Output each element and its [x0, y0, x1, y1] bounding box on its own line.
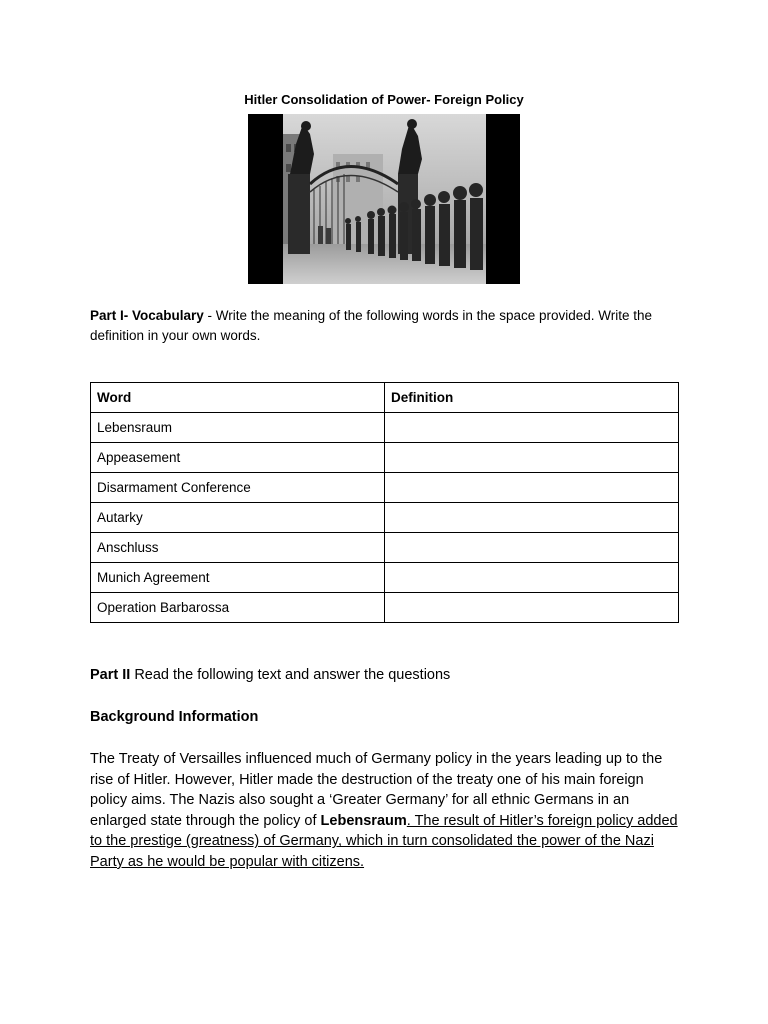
part2-instructions — [90, 667, 450, 683]
table-row — [91, 533, 679, 563]
word-cell: Operation Barbarossa — [91, 593, 385, 623]
part1-text: - Write the meaning of the following words in the space provided. Write the definition in your own words. — [90, 308, 653, 343]
definition-cell[interactable] — [385, 563, 679, 593]
table-row — [91, 413, 679, 443]
word-cell: Disarmament Conference — [91, 473, 385, 503]
definition-cell[interactable] — [385, 413, 679, 443]
part1-instructions — [90, 306, 680, 346]
table-row — [91, 593, 679, 623]
table-header-row — [91, 383, 679, 413]
vocabulary-table — [90, 382, 679, 623]
table-row — [91, 443, 679, 473]
background-text: The Treaty of Versailles influenced much of Germany policy in the years leading up to the rise of Hitler. However, Hitler made the destruction of the treaty one of his main foreign policy aims. The Nazis also sought a ‘Greater Germany’ for all ethnic Germans in an enlarged state through the policy of — [90, 751, 663, 829]
photo-soldiers-marching-gate-icon — [248, 114, 520, 284]
historical-photo — [248, 114, 520, 284]
word-cell: Autarky — [91, 503, 385, 533]
word-cell: Appeasement — [91, 443, 385, 473]
part2-text: Read the following text and answer the questions — [130, 667, 451, 683]
background-heading: Background Information — [90, 709, 259, 725]
definition-cell[interactable] — [385, 443, 679, 473]
word-cell: Anschluss — [91, 533, 385, 563]
header-word: Word — [91, 383, 385, 413]
definition-cell[interactable] — [385, 593, 679, 623]
word-cell: Munich Agreement — [91, 563, 385, 593]
table-row — [91, 503, 679, 533]
lebensraum-bold: Lebensraum — [320, 812, 407, 829]
part1-heading: Part I- Vocabulary — [90, 308, 204, 323]
table-row — [91, 563, 679, 593]
page-title: Hitler Consolidation of Power- Foreign Policy — [244, 92, 524, 107]
definition-cell[interactable] — [385, 503, 679, 533]
word-cell: Lebensraum — [91, 413, 385, 443]
table-row — [91, 473, 679, 503]
definition-cell[interactable] — [385, 473, 679, 503]
definition-cell[interactable] — [385, 533, 679, 563]
background-underlined-text: . The result of Hitler’s foreign policy added to the prestige (greatness) of Germany, which in turn consolidated the power of the Nazi Party as he would be popular with citizens. — [90, 812, 678, 870]
part2-heading: Part II — [90, 667, 131, 683]
background-paragraph — [90, 749, 680, 873]
header-definition: Definition — [385, 383, 679, 413]
